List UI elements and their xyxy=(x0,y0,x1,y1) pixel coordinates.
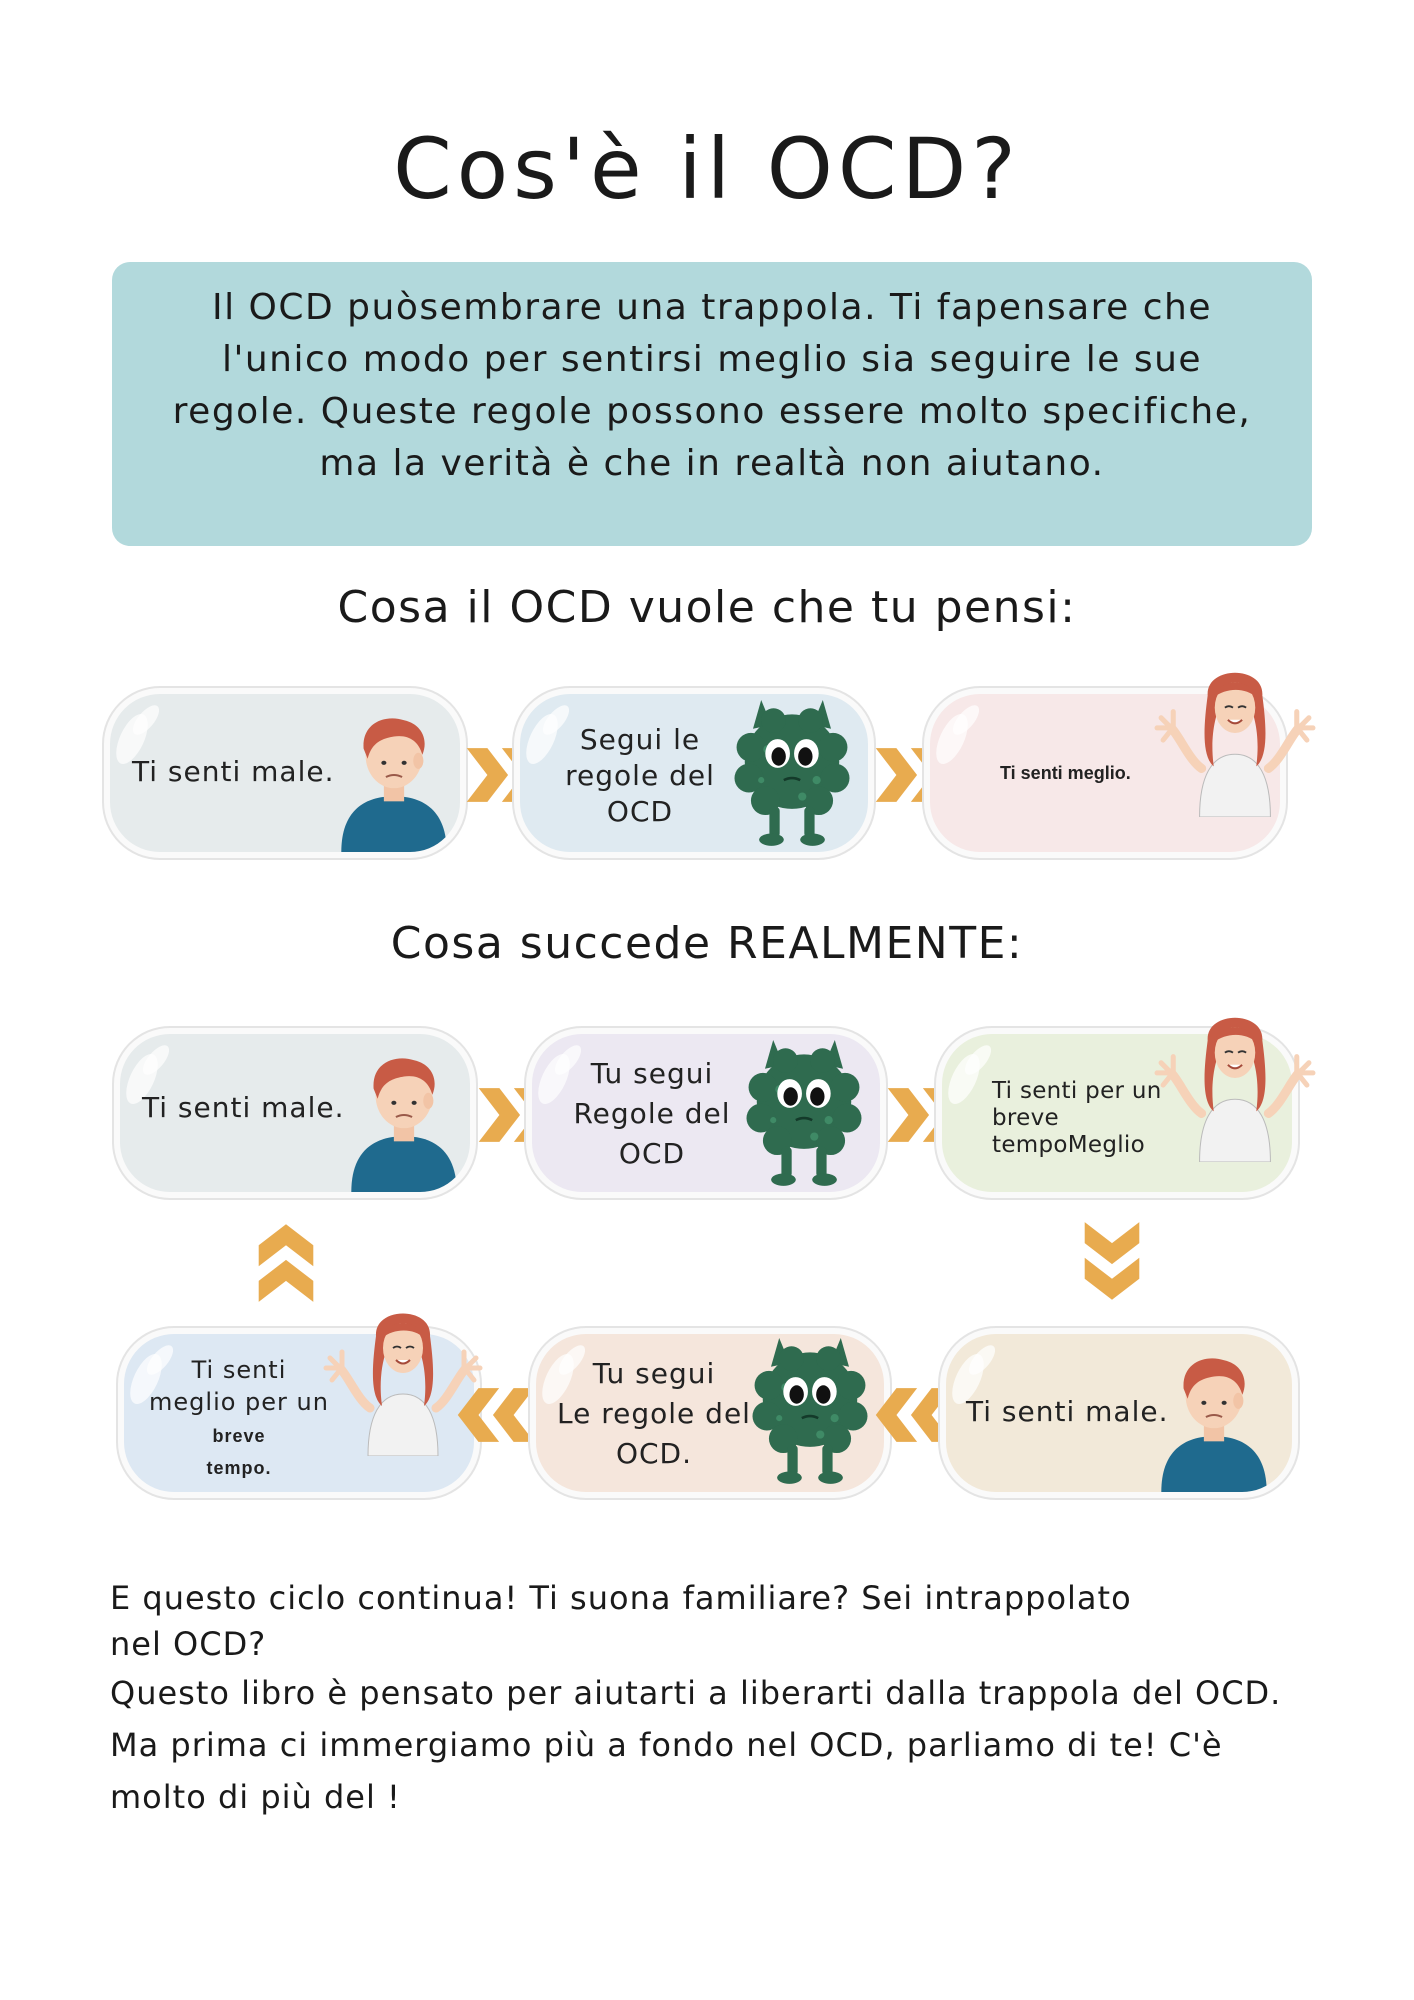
step-label: Ti senti male. xyxy=(966,1395,1169,1428)
sad-boy-icon xyxy=(342,1040,466,1192)
closing-line: molto di più del ! xyxy=(110,1778,401,1816)
intro-line: regole. Queste regole possono essere molto specifiche, xyxy=(172,391,1252,432)
happy-girl-icon xyxy=(1148,1000,1322,1162)
step-label: Ti senti male. xyxy=(132,755,335,788)
chevron-up-icon xyxy=(254,1220,318,1304)
step-card-feel-bad xyxy=(110,694,460,852)
section2-heading: Cosa succede REALMENTE: xyxy=(390,918,1024,969)
intro-text xyxy=(172,282,1252,490)
ocd-monster-icon xyxy=(730,698,854,852)
cycle-card-follow-rules xyxy=(532,1034,880,1192)
cycle-card-feel-bad xyxy=(120,1034,470,1192)
closing-line: E questo ciclo continua! Ti suona familiare? Sei intrappolato xyxy=(110,1579,1132,1617)
ocd-monster-icon xyxy=(748,1336,872,1490)
cycle-card-follow-rules-2 xyxy=(536,1334,884,1492)
intro-box xyxy=(112,262,1312,546)
step-label: Ti senti meglio per un breve tempo. xyxy=(149,1356,329,1478)
step-label: Segui le regole del OCD xyxy=(565,723,715,828)
intro-line: Il OCD puòsembrare una trappola. Ti fapensare che xyxy=(211,287,1213,328)
ocd-monster-icon xyxy=(742,1038,866,1192)
chevron-left-icon xyxy=(452,1384,538,1446)
step-label: Tu segui Le regole del OCD. xyxy=(557,1357,751,1470)
intro-line: l'unico modo per sentirsi meglio sia seguire le sue xyxy=(221,339,1203,380)
section1-heading: Cosa il OCD vuole che tu pensi: xyxy=(337,582,1077,633)
sad-boy-icon xyxy=(1152,1340,1276,1492)
closing-line: Ma prima ci immergiamo più a fondo nel OCD, parliamo di te! C'è xyxy=(110,1726,1223,1764)
step-label: Tu segui Regole del OCD xyxy=(573,1057,731,1170)
closing-text xyxy=(110,1575,1330,1823)
step-card-follow-rules xyxy=(520,694,868,852)
page-title: Cos'è il OCD? xyxy=(393,120,1021,218)
chevron-left-icon xyxy=(870,1384,956,1446)
closing-line: nel OCD? xyxy=(110,1625,267,1663)
happy-girl-icon xyxy=(1148,655,1322,817)
closing-line: Questo libro è pensato per aiutarti a liberarti dalla trappola del OCD. xyxy=(110,1674,1282,1712)
sad-boy-icon xyxy=(332,700,456,852)
intro-line: ma la verità è che in realtà non aiutano. xyxy=(319,443,1105,484)
step-label: Ti senti per un breve tempoMeglio xyxy=(992,1078,1162,1158)
chevron-down-icon xyxy=(1080,1220,1144,1304)
step-label: Ti senti male. xyxy=(142,1091,345,1124)
cycle-card-feel-bad-2 xyxy=(946,1334,1292,1492)
step-label: Ti senti meglio. xyxy=(1000,763,1131,783)
